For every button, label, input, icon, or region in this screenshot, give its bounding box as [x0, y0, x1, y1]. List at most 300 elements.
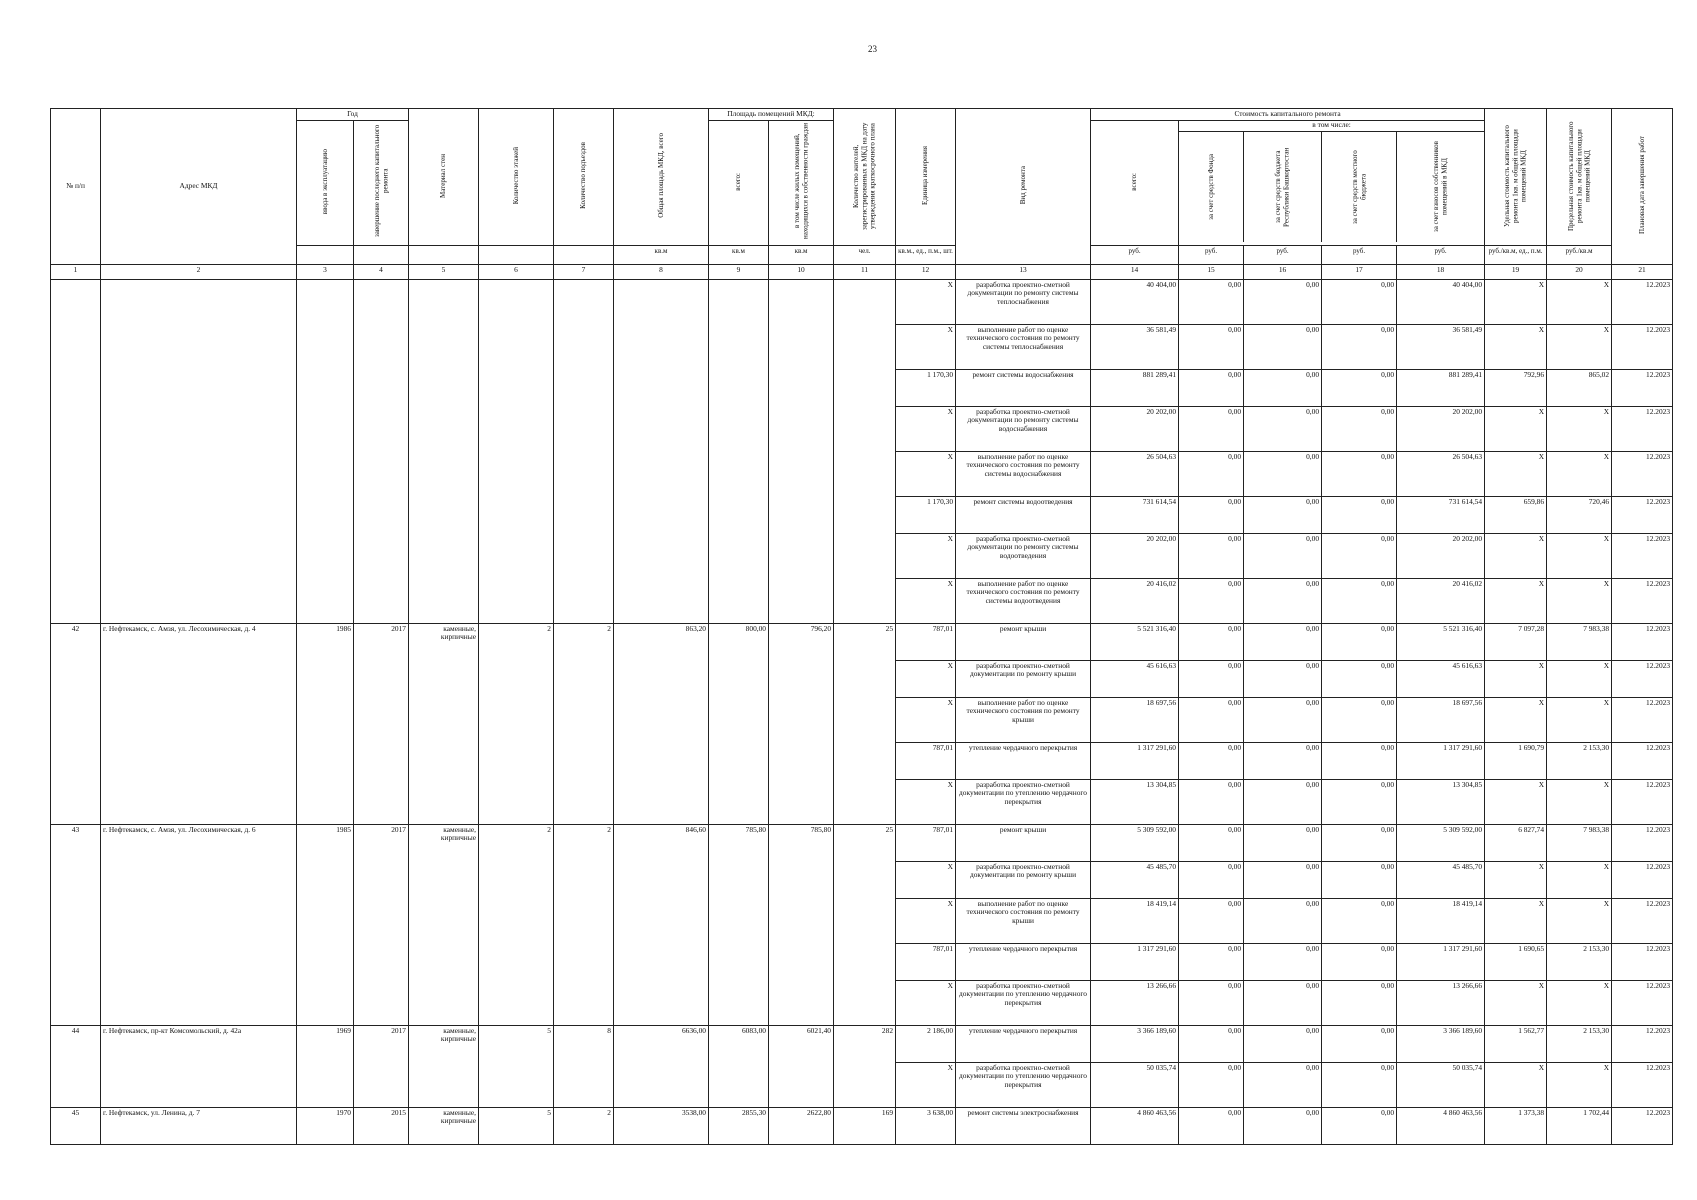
- work-type: выполнение работ по оценке технического состояния по ремонту системы водоотведения: [956, 578, 1091, 623]
- cost-local: 0,00: [1322, 279, 1397, 324]
- table-body: [51, 279, 1673, 1144]
- spec-cost: 659,86: [1485, 496, 1547, 533]
- table-row: [51, 279, 1673, 324]
- limit-cost: X: [1547, 406, 1612, 451]
- header-unit: Единица измерения: [896, 109, 956, 246]
- cost-rb: 0,00: [1244, 406, 1322, 451]
- table-row: [51, 1025, 1673, 1062]
- cost-rb: 0,00: [1244, 660, 1322, 697]
- cost-owners: 20 202,00: [1397, 533, 1485, 578]
- table-row: [51, 623, 1673, 660]
- work-type: ремонт системы электроснабжения: [956, 1107, 1091, 1144]
- header-residents: Количество жителей, зарегистрированных в МКД на дату утверждения краткосрочного плана: [834, 109, 896, 246]
- plan-date: 12.2023: [1612, 623, 1673, 660]
- header-plan-date: Плановая дата завершения работ: [1612, 109, 1673, 265]
- limit-cost: X: [1547, 533, 1612, 578]
- cost-total: 13 304,85: [1091, 779, 1179, 824]
- area-owners: 6021,40: [769, 1025, 834, 1107]
- work-unit: 3 638,00: [896, 1107, 956, 1144]
- plan-date: 12.2023: [1612, 533, 1673, 578]
- cost-fund: 0,00: [1179, 861, 1244, 898]
- column-number: 9: [709, 264, 769, 279]
- limit-cost: 1 702,44: [1547, 1107, 1612, 1144]
- cost-rb: 0,00: [1244, 496, 1322, 533]
- work-unit: X: [896, 898, 956, 943]
- work-type: выполнение работ по оценке технического состояния по ремонту системы водоснабжения: [956, 451, 1091, 496]
- spec-cost: X: [1485, 406, 1547, 451]
- work-unit: X: [896, 779, 956, 824]
- plan-date: 12.2023: [1612, 496, 1673, 533]
- cost-total: 20 202,00: [1091, 406, 1179, 451]
- limit-cost: X: [1547, 697, 1612, 742]
- column-number: 21: [1612, 264, 1673, 279]
- total-area: 3538,00: [614, 1107, 709, 1144]
- floors: 5: [479, 1025, 554, 1107]
- column-number: 4: [354, 264, 409, 279]
- wall-material: каменные, кирпичные: [409, 1107, 479, 1144]
- work-unit: X: [896, 980, 956, 1025]
- limit-cost: 7 983,38: [1547, 623, 1612, 660]
- plan-date: 12.2023: [1612, 451, 1673, 496]
- column-number: 16: [1244, 264, 1322, 279]
- header-cost-fund: за счет средств Фонда: [1179, 132, 1244, 242]
- cost-total: 18 697,56: [1091, 697, 1179, 742]
- column-numbers-row: [51, 264, 1673, 279]
- work-unit: 787,01: [896, 623, 956, 660]
- unit-cell: кв.м: [709, 245, 769, 264]
- spec-cost: X: [1485, 578, 1547, 623]
- plan-date: 12.2023: [1612, 578, 1673, 623]
- plan-date: 12.2023: [1612, 1025, 1673, 1062]
- plan-date: 12.2023: [1612, 980, 1673, 1025]
- spec-cost: 7 097,28: [1485, 623, 1547, 660]
- cost-fund: 0,00: [1179, 406, 1244, 451]
- work-type: разработка проектно-сметной документации по утеплению чердачного перекрытия: [956, 1062, 1091, 1107]
- cost-fund: 0,00: [1179, 898, 1244, 943]
- cost-local: 0,00: [1322, 496, 1397, 533]
- header-area-group: Площадь помещений МКД:: [709, 109, 834, 121]
- plan-date: 12.2023: [1612, 898, 1673, 943]
- spec-cost: X: [1485, 279, 1547, 324]
- building-address: г. Нефтекамск, с. Амзя, ул. Лесохимическая, д. 4: [101, 623, 297, 824]
- limit-cost: X: [1547, 324, 1612, 369]
- entrances: [554, 279, 614, 623]
- building-number: 43: [51, 824, 101, 1025]
- work-unit: X: [896, 533, 956, 578]
- cost-total: 5 309 592,00: [1091, 824, 1179, 861]
- work-type: выполнение работ по оценке технического состояния по ремонту крыши: [956, 898, 1091, 943]
- unit-cell: кв.м: [614, 245, 709, 264]
- area-all: 785,80: [709, 824, 769, 1025]
- cost-fund: 0,00: [1179, 1107, 1244, 1144]
- year-last-repair: [354, 279, 409, 623]
- cost-fund: 0,00: [1179, 451, 1244, 496]
- header-cost-owners: за счет взносов собственников помещений в МКД: [1432, 141, 1449, 233]
- cost-owners: 18 697,56: [1397, 697, 1485, 742]
- work-type: выполнение работ по оценке технического состояния по ремонту крыши: [956, 697, 1091, 742]
- unit-cell: [554, 245, 614, 264]
- cost-local: 0,00: [1322, 980, 1397, 1025]
- residents: 25: [834, 824, 896, 1025]
- spec-cost: 1 690,65: [1485, 943, 1547, 980]
- cost-fund: 0,00: [1179, 1062, 1244, 1107]
- cost-total: 50 035,74: [1091, 1062, 1179, 1107]
- work-unit: X: [896, 1062, 956, 1107]
- cost-total: 45 616,63: [1091, 660, 1179, 697]
- cost-rb: 0,00: [1244, 324, 1322, 369]
- unit-cell: руб.: [1397, 245, 1485, 264]
- plan-date: 12.2023: [1612, 1107, 1673, 1144]
- limit-cost: X: [1547, 898, 1612, 943]
- cost-local: 0,00: [1322, 824, 1397, 861]
- year-commission: 1970: [297, 1107, 354, 1144]
- residents: 25: [834, 623, 896, 824]
- cost-local: 0,00: [1322, 451, 1397, 496]
- plan-date: 12.2023: [1612, 406, 1673, 451]
- column-number: 3: [297, 264, 354, 279]
- limit-cost: 2 153,30: [1547, 1025, 1612, 1062]
- work-unit: X: [896, 697, 956, 742]
- year-last-repair: 2015: [354, 1107, 409, 1144]
- building-number: 42: [51, 623, 101, 824]
- limit-cost: X: [1547, 279, 1612, 324]
- cost-total: 36 581,49: [1091, 324, 1179, 369]
- total-area: 846,60: [614, 824, 709, 1025]
- cost-owners: 1 317 291,60: [1397, 742, 1485, 779]
- limit-cost: 2 153,30: [1547, 742, 1612, 779]
- cost-total: 18 419,14: [1091, 898, 1179, 943]
- spec-cost: 1 562,77: [1485, 1025, 1547, 1062]
- cost-total: 45 485,70: [1091, 861, 1179, 898]
- work-type: разработка проектно-сметной документации по ремонту крыши: [956, 861, 1091, 898]
- unit-cell: [354, 245, 409, 264]
- work-type: ремонт крыши: [956, 623, 1091, 660]
- work-unit: 787,01: [896, 742, 956, 779]
- unit-cell: руб.: [1091, 245, 1179, 264]
- work-unit: X: [896, 406, 956, 451]
- cost-owners: 5 521 316,40: [1397, 623, 1485, 660]
- entrances: 2: [554, 824, 614, 1025]
- header-year-commission: ввода в эксплуатацию: [297, 120, 354, 245]
- spec-cost: 792,96: [1485, 369, 1547, 406]
- total-area: 863,20: [614, 623, 709, 824]
- spec-cost: X: [1485, 980, 1547, 1025]
- year-commission: 1985: [297, 824, 354, 1025]
- cost-owners: 45 485,70: [1397, 861, 1485, 898]
- area-owners: 796,20: [769, 623, 834, 824]
- cost-fund: 0,00: [1179, 980, 1244, 1025]
- building-address: г. Нефтекамск, с. Амзя, ул. Лесохимическая, д. 6: [101, 824, 297, 1025]
- cost-owners: 13 266,66: [1397, 980, 1485, 1025]
- cost-local: 0,00: [1322, 533, 1397, 578]
- work-type: ремонт крыши: [956, 824, 1091, 861]
- area-all: [709, 279, 769, 623]
- unit-cell: руб./кв.м: [1547, 245, 1612, 264]
- work-unit: X: [896, 660, 956, 697]
- cost-fund: 0,00: [1179, 824, 1244, 861]
- work-type: выполнение работ по оценке технического состояния по ремонту системы теплоснабжения: [956, 324, 1091, 369]
- cost-local: 0,00: [1322, 369, 1397, 406]
- residents: 169: [834, 1107, 896, 1144]
- column-number: 17: [1322, 264, 1397, 279]
- floors: [479, 279, 554, 623]
- cost-fund: 0,00: [1179, 779, 1244, 824]
- entrances: 2: [554, 1107, 614, 1144]
- cost-total: 40 404,00: [1091, 279, 1179, 324]
- floors: 2: [479, 824, 554, 1025]
- work-unit: 787,01: [896, 943, 956, 980]
- column-number: 8: [614, 264, 709, 279]
- cost-rb: 0,00: [1244, 697, 1322, 742]
- unit-cell: [409, 245, 479, 264]
- unit-cell: руб.: [1322, 245, 1397, 264]
- cost-owners: 18 419,14: [1397, 898, 1485, 943]
- header-incl: в том числе:: [1179, 121, 1484, 132]
- spec-cost: X: [1485, 451, 1547, 496]
- spec-cost: X: [1485, 861, 1547, 898]
- year-last-repair: 2017: [354, 623, 409, 824]
- work-type: разработка проектно-сметной документации по утеплению чердачного перекрытия: [956, 980, 1091, 1025]
- work-unit: X: [896, 451, 956, 496]
- limit-cost: X: [1547, 578, 1612, 623]
- header-cost-rb: за счет средств бюджета Республики Башкортостан: [1244, 132, 1322, 242]
- cost-local: 0,00: [1322, 898, 1397, 943]
- unit-cell: руб.: [1244, 245, 1322, 264]
- year-commission: [297, 279, 354, 623]
- column-number: 13: [956, 264, 1091, 279]
- limit-cost: X: [1547, 1062, 1612, 1107]
- cost-total: 20 416,02: [1091, 578, 1179, 623]
- plan-date: 12.2023: [1612, 697, 1673, 742]
- header-area-owners: в том числе жилых помещений, находящихся в собственности граждан: [769, 120, 834, 245]
- cost-rb: 0,00: [1244, 623, 1322, 660]
- header-address: Адрес МКД: [101, 109, 297, 265]
- plan-date: 12.2023: [1612, 324, 1673, 369]
- work-unit: X: [896, 861, 956, 898]
- cost-total: 5 521 316,40: [1091, 623, 1179, 660]
- cost-rb: 0,00: [1244, 578, 1322, 623]
- wall-material: каменные, кирпичные: [409, 623, 479, 824]
- limit-cost: X: [1547, 660, 1612, 697]
- cost-rb: 0,00: [1244, 533, 1322, 578]
- cost-owners: 20 416,02: [1397, 578, 1485, 623]
- work-type: разработка проектно-сметной документации по ремонту системы теплоснабжения: [956, 279, 1091, 324]
- area-all: 2855,30: [709, 1107, 769, 1144]
- entrances: 2: [554, 623, 614, 824]
- header-total-area: Общая площадь МКД, всего: [614, 109, 709, 246]
- cost-rb: 0,00: [1244, 943, 1322, 980]
- cost-owners: 1 317 291,60: [1397, 943, 1485, 980]
- residents: 282: [834, 1025, 896, 1107]
- work-type: ремонт системы водоотведения: [956, 496, 1091, 533]
- header-work-type: Вид ремонта: [956, 109, 1091, 265]
- cost-rb: 0,00: [1244, 1025, 1322, 1062]
- column-number: 1: [51, 264, 101, 279]
- plan-date: 12.2023: [1612, 279, 1673, 324]
- page-number: 23: [868, 44, 877, 54]
- area-all: 6083,00: [709, 1025, 769, 1107]
- building-address: г. Нефтекамск, ул. Ленина, д. 7: [101, 1107, 297, 1144]
- unit-cell: руб.: [1179, 245, 1244, 264]
- limit-cost: 2 153,30: [1547, 943, 1612, 980]
- year-last-repair: 2017: [354, 824, 409, 1025]
- year-commission: 1969: [297, 1025, 354, 1107]
- spec-cost: 1 690,79: [1485, 742, 1547, 779]
- work-type: утепление чердачного перекрытия: [956, 1025, 1091, 1062]
- floors: 5: [479, 1107, 554, 1144]
- limit-cost: 720,46: [1547, 496, 1612, 533]
- building-number: 45: [51, 1107, 101, 1144]
- cost-total: 731 614,54: [1091, 496, 1179, 533]
- cost-rb: 0,00: [1244, 861, 1322, 898]
- header-incl-group: [1179, 120, 1485, 245]
- unit-cell: кв.м., ед., п.м., шт.: [896, 245, 956, 264]
- work-unit: X: [896, 324, 956, 369]
- cost-fund: 0,00: [1179, 1025, 1244, 1062]
- cost-owners: 4 860 463,56: [1397, 1107, 1485, 1144]
- cost-local: 0,00: [1322, 578, 1397, 623]
- wall-material: [409, 279, 479, 623]
- cost-local: 0,00: [1322, 1062, 1397, 1107]
- plan-date: 12.2023: [1612, 943, 1673, 980]
- header-spec-cost: Удельная стоимость капитального ремонта 1кв. м общей площади помещений МКД: [1485, 109, 1547, 246]
- area-owners: 2622,80: [769, 1107, 834, 1144]
- cost-owners: 40 404,00: [1397, 279, 1485, 324]
- cost-fund: 0,00: [1179, 533, 1244, 578]
- cost-owners: 731 614,54: [1397, 496, 1485, 533]
- cost-local: 0,00: [1322, 660, 1397, 697]
- cost-total: 20 202,00: [1091, 533, 1179, 578]
- wall-material: каменные, кирпичные: [409, 824, 479, 1025]
- limit-cost: X: [1547, 861, 1612, 898]
- cost-rb: 0,00: [1244, 279, 1322, 324]
- cost-owners: 26 504,63: [1397, 451, 1485, 496]
- plan-date: 12.2023: [1612, 824, 1673, 861]
- cost-local: 0,00: [1322, 623, 1397, 660]
- area-owners: 785,80: [769, 824, 834, 1025]
- cost-rb: 0,00: [1244, 1107, 1322, 1144]
- cost-fund: 0,00: [1179, 578, 1244, 623]
- plan-date: 12.2023: [1612, 861, 1673, 898]
- work-unit: 787,01: [896, 824, 956, 861]
- cost-fund: 0,00: [1179, 279, 1244, 324]
- header-entrances: Количество подъездов: [554, 109, 614, 246]
- cost-fund: 0,00: [1179, 660, 1244, 697]
- cost-rb: 0,00: [1244, 824, 1322, 861]
- residents: [834, 279, 896, 623]
- header-cost-group: Стоимость капитального ремонта: [1091, 109, 1485, 121]
- cost-local: 0,00: [1322, 861, 1397, 898]
- spec-cost: 1 373,38: [1485, 1107, 1547, 1144]
- header-cost-local: за счет средств местного бюджета: [1322, 132, 1397, 242]
- unit-cell: чел.: [834, 245, 896, 264]
- cost-rb: 0,00: [1244, 1062, 1322, 1107]
- work-type: разработка проектно-сметной документации по утеплению чердачного перекрытия: [956, 779, 1091, 824]
- work-type: утепление чердачного перекрытия: [956, 742, 1091, 779]
- cost-fund: 0,00: [1179, 697, 1244, 742]
- cost-rb: 0,00: [1244, 898, 1322, 943]
- plan-date: 12.2023: [1612, 369, 1673, 406]
- cost-local: 0,00: [1322, 1025, 1397, 1062]
- column-number: 18: [1397, 264, 1485, 279]
- work-unit: X: [896, 578, 956, 623]
- column-number: 2: [101, 264, 297, 279]
- cost-total: 4 860 463,56: [1091, 1107, 1179, 1144]
- total-area: [614, 279, 709, 623]
- cost-owners: 3 366 189,60: [1397, 1025, 1485, 1062]
- cost-local: 0,00: [1322, 324, 1397, 369]
- cost-fund: 0,00: [1179, 623, 1244, 660]
- cost-total: 13 266,66: [1091, 980, 1179, 1025]
- work-type: утепление чердачного перекрытия: [956, 943, 1091, 980]
- cost-fund: 0,00: [1179, 943, 1244, 980]
- spec-cost: X: [1485, 697, 1547, 742]
- cost-owners: 36 581,49: [1397, 324, 1485, 369]
- work-unit: X: [896, 279, 956, 324]
- capital-repair-table: [50, 108, 1673, 1145]
- work-unit: 1 170,30: [896, 369, 956, 406]
- cost-owners: 45 616,63: [1397, 660, 1485, 697]
- cost-rb: 0,00: [1244, 779, 1322, 824]
- cost-fund: 0,00: [1179, 496, 1244, 533]
- spec-cost: X: [1485, 660, 1547, 697]
- cost-fund: 0,00: [1179, 369, 1244, 406]
- column-number: 7: [554, 264, 614, 279]
- limit-cost: X: [1547, 980, 1612, 1025]
- column-number: 15: [1179, 264, 1244, 279]
- cost-local: 0,00: [1322, 1107, 1397, 1144]
- table-row: [51, 1107, 1673, 1144]
- spec-cost: 6 827,74: [1485, 824, 1547, 861]
- cost-owners: 13 304,85: [1397, 779, 1485, 824]
- cost-rb: 0,00: [1244, 980, 1322, 1025]
- cost-total: 881 289,41: [1091, 369, 1179, 406]
- cost-total: 1 317 291,60: [1091, 742, 1179, 779]
- column-number: 5: [409, 264, 479, 279]
- floors: 2: [479, 623, 554, 824]
- work-type: разработка проектно-сметной документации по ремонту системы водоснабжения: [956, 406, 1091, 451]
- building-number: [51, 279, 101, 623]
- header-n: № п/п: [51, 109, 101, 265]
- column-number: 11: [834, 264, 896, 279]
- spec-cost: X: [1485, 779, 1547, 824]
- cost-total: 26 504,63: [1091, 451, 1179, 496]
- column-number: 6: [479, 264, 554, 279]
- cost-rb: 0,00: [1244, 369, 1322, 406]
- plan-date: 12.2023: [1612, 742, 1673, 779]
- cost-fund: 0,00: [1179, 324, 1244, 369]
- spec-cost: X: [1485, 533, 1547, 578]
- area-owners: [769, 279, 834, 623]
- column-number: 14: [1091, 264, 1179, 279]
- wall-material: каменные, кирпичные: [409, 1025, 479, 1107]
- cost-local: 0,00: [1322, 406, 1397, 451]
- limit-cost: X: [1547, 451, 1612, 496]
- cost-fund: 0,00: [1179, 742, 1244, 779]
- column-number: 20: [1547, 264, 1612, 279]
- work-type: разработка проектно-сметной документации по ремонту крыши: [956, 660, 1091, 697]
- table-row: [51, 824, 1673, 861]
- column-number: 19: [1485, 264, 1547, 279]
- cost-rb: 0,00: [1244, 451, 1322, 496]
- header-floors: Количество этажей: [479, 109, 554, 246]
- work-type: разработка проектно-сметной документации по ремонту системы водоотведения: [956, 533, 1091, 578]
- header-area-all: всего:: [709, 120, 769, 245]
- work-type: ремонт системы водоснабжения: [956, 369, 1091, 406]
- building-number: 44: [51, 1025, 101, 1107]
- cost-owners: 881 289,41: [1397, 369, 1485, 406]
- unit-cell: [479, 245, 554, 264]
